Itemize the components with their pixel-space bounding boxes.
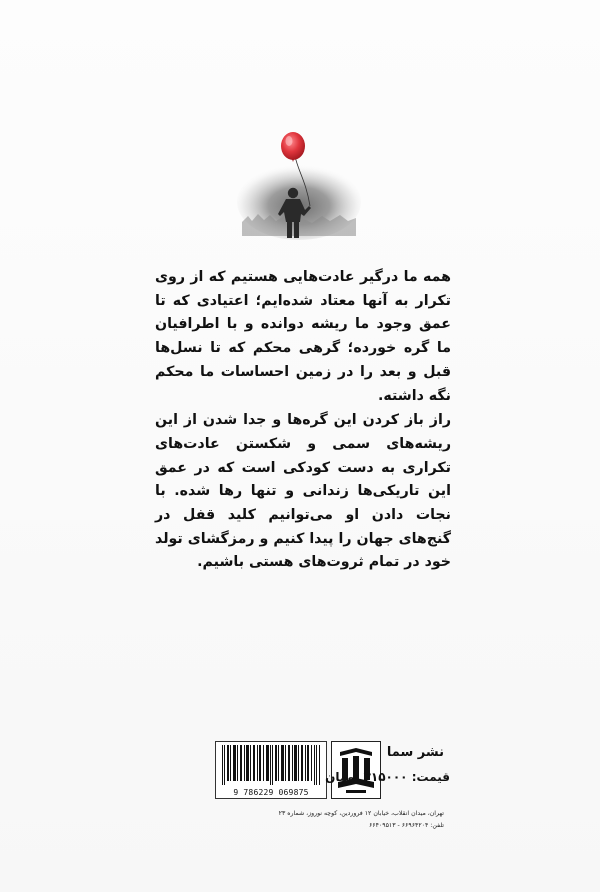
phone-line: تلفن: ۶۶۹۶۴۲۰۴ - ۶۶۴۰۹۵۱۳ <box>368 822 444 829</box>
isbn-number: 9 786229 069875 <box>233 788 309 797</box>
boy-with-balloon-illustration <box>236 126 362 252</box>
address-line: تهران، میدان انقلاب، خیابان ۱۲ فروردین، کوچه نوروز، شماره ۲۳ <box>278 810 444 817</box>
back-cover-blurb <box>155 266 451 575</box>
publisher-name: نشر سما <box>386 745 444 760</box>
barcode-bars <box>220 745 322 785</box>
publisher-address <box>218 808 444 832</box>
blurb-paragraph-2: راز باز کردن این گره‌ها و جدا شدن از این ریشه‌های سمی و شکستن عادت‌های تکراری به دست کودکی است که در عمق این تاریکی‌ها زندانی و تنها رها شده. با نجات دادن او می‌توانیم کلید قفل در گنج‌های جهان را پیدا کنیم و رمزگشای تولد خود در تمام ثروت‌های هستی باشیم. <box>155 412 451 571</box>
isbn-barcode <box>215 741 327 799</box>
blurb-paragraph-1: همه ما درگیر عادت‌هایی هستیم که از روی تکرار به آنها معتاد شده‌ایم؛ اعتیادی که تا عمق وجود ما ریشه دوانده و با اطرافیان ما گره خورده؛ گرهی محکم که تا نسل‌ها قبل و بعد را در زمین احساسات ما محکم نگه داشته. <box>155 269 451 404</box>
red-balloon <box>281 132 305 160</box>
price-label: قیمت: ۲۱۵۰۰۰ تومان <box>325 770 450 784</box>
